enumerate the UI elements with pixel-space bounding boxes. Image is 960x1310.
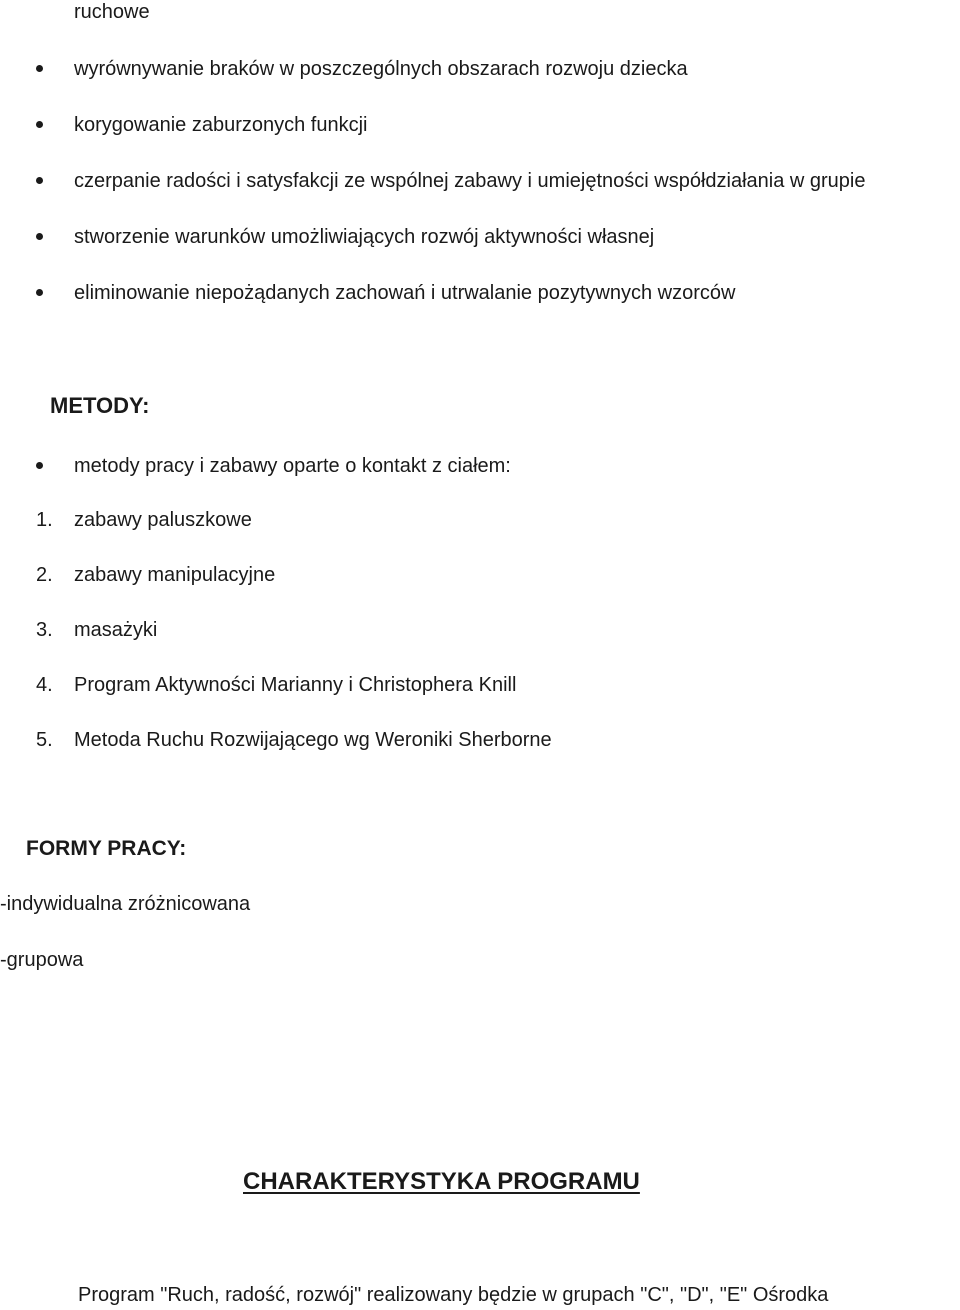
list-number: 4.	[36, 674, 53, 696]
forms-heading: FORMY PRACY:	[26, 837, 187, 860]
list-item: korygowanie zaburzonych funkcji	[74, 114, 368, 136]
list-number: 2.	[36, 564, 53, 586]
list-item: zabawy paluszkowe	[74, 509, 252, 531]
bullet-icon	[36, 121, 43, 128]
list-number: 3.	[36, 619, 53, 641]
bullet-icon	[36, 65, 43, 72]
methods-heading: METODY:	[50, 393, 150, 418]
intro-line: ruchowe	[74, 1, 150, 23]
bullet-icon	[36, 177, 43, 184]
list-item: wyrównywanie braków w poszczególnych obszarach rozwoju dziecka	[74, 58, 688, 80]
bullet-icon	[36, 289, 43, 296]
program-text: Program "Ruch, radość, rozwój" realizowany będzie w grupach "C", "D", "E" Ośrodka	[78, 1284, 829, 1306]
bullet-icon	[36, 462, 43, 469]
list-item: eliminowanie niepożądanych zachowań i utrwalanie pozytywnych wzorców	[74, 282, 736, 304]
list-item: czerpanie radości i satysfakcji ze wspólnej zabawy i umiejętności współdziałania w grupie	[74, 170, 866, 192]
list-item: stworzenie warunków umożliwiających rozwój aktywności własnej	[74, 226, 655, 248]
list-item: -indywidualna zróżnicowana	[0, 893, 251, 915]
methods-bullet: metody pracy i zabawy oparte o kontakt z ciałem:	[74, 455, 511, 477]
list-item: Metoda Ruchu Rozwijającego wg Weroniki Sherborne	[74, 729, 552, 751]
bullet-icon	[36, 233, 43, 240]
list-item: zabawy manipulacyjne	[74, 564, 276, 586]
list-number: 5.	[36, 729, 53, 751]
list-item: masażyki	[74, 619, 158, 641]
list-item: -grupowa	[0, 949, 84, 971]
program-heading: CHARAKTERYSTYKA PROGRAMU	[243, 1168, 640, 1195]
list-item: Program Aktywności Marianny i Christophera Knill	[74, 674, 517, 696]
list-number: 1.	[36, 509, 53, 531]
